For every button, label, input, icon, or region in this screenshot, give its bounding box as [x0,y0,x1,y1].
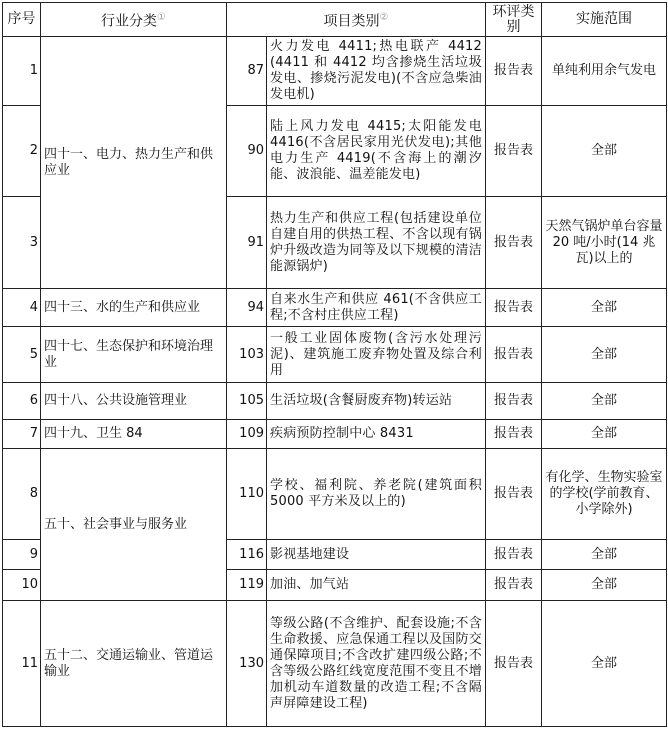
project-footnote-mark: ② [379,11,389,23]
scope-cell: 全部 [542,420,667,449]
category-footnote-mark: ① [157,11,166,23]
row-no: 7 [3,420,41,449]
row-no: 4 [3,289,41,327]
project-cell: 火力发电 4411;热电联产 4412 (4411 和 4412 均含掺烧生活垃圾发电、掺烧污泥发电)(不含应急柴油发电机) [267,37,486,106]
eia-type: 报告表 [486,37,542,106]
project-cell: 生活垃圾(含餐厨废弃物)转运站 [267,383,486,420]
row-no: 9 [3,540,41,570]
scope-cell: 全部 [542,570,667,601]
row-no: 5 [3,327,41,383]
project-cell: 学校、福利院、养老院(建筑面积 5000 平方米及以上的) [267,449,486,540]
project-cell: 自来水生产和供应 461(不含供应工程;不含村庄供应工程) [267,289,486,327]
row-no: 11 [3,601,41,727]
eia-type: 报告表 [486,420,542,449]
project-cell: 等级公路(不含维护、配套设施;不含生命救援、应急保通工程以及国防交通保障项目;不含改扩建四级公路;不含等级公路红线宽度范围不变且不增加机动车道数量的改造工程;不含隔声屏障建设工程) [267,601,486,727]
item-code: 90 [227,106,267,197]
item-code: 94 [227,289,267,327]
row-no: 10 [3,570,41,601]
row-no: 8 [3,449,41,540]
category-cell: 四十八、公共设施管理业 [41,383,227,420]
category-cell: 五十、社会事业与服务业 [41,449,227,601]
header-row [3,3,667,37]
table-row [3,383,667,420]
header-scope: 实施范围 [542,3,667,37]
scope-cell: 全部 [542,601,667,727]
scope-cell: 天然气锅炉单台容量 20 吨/小时(14 兆瓦)以上的 [542,197,667,289]
eia-type: 报告表 [486,197,542,289]
eia-type: 报告表 [486,601,542,727]
row-no: 3 [3,197,41,289]
scope-cell: 全部 [542,540,667,570]
item-code: 109 [227,420,267,449]
project-cell: 陆上风力发电 4415;太阳能发电 4416(不含居民家用光伏发电);其他电力生产 4419(不含海上的潮汐能、波浪能、温差能发电) [267,106,486,197]
eia-type: 报告表 [486,540,542,570]
item-code: 130 [227,601,267,727]
item-code: 110 [227,449,267,540]
project-cell: 影视基地建设 [267,540,486,570]
item-code: 116 [227,540,267,570]
category-cell: 四十七、生态保护和环境治理业 [41,327,227,383]
eia-type: 报告表 [486,289,542,327]
table-row [3,449,667,540]
project-cell: 一般工业固体废物(含污水处理污泥)、建筑施工废弃物处置及综合利用 [267,327,486,383]
header-eia: 环评类别 [486,3,542,37]
row-no: 1 [3,37,41,106]
table-row [3,420,667,449]
row-no: 2 [3,106,41,197]
table-row [3,289,667,327]
project-cell: 疾病预防控制中心 8431 [267,420,486,449]
item-code: 87 [227,37,267,106]
header-project: 项目类别② [227,3,486,37]
eia-classification-table [2,2,667,727]
table-row [3,37,667,106]
item-code: 103 [227,327,267,383]
header-category: 行业分类① [41,3,227,37]
scope-cell: 全部 [542,289,667,327]
category-cell: 四十一、电力、热力生产和供应业 [41,37,227,289]
table-row [3,327,667,383]
category-cell: 五十二、交通运输业、管道运输业 [41,601,227,727]
project-cell: 加油、加气站 [267,570,486,601]
eia-type: 报告表 [486,383,542,420]
scope-cell: 全部 [542,106,667,197]
header-no: 序号 [3,3,41,37]
eia-type: 报告表 [486,449,542,540]
scope-cell: 全部 [542,327,667,383]
eia-type: 报告表 [486,570,542,601]
eia-type: 报告表 [486,106,542,197]
scope-cell: 有化学、生物实验室的学校(学前教育、小学除外) [542,449,667,540]
project-cell: 热力生产和供应工程(包括建设单位自建自用的供热工程、不含以现有锅炉升级改造为同等及以下规模的清洁能源锅炉) [267,197,486,289]
category-cell: 四十九、卫生 84 [41,420,227,449]
item-code: 91 [227,197,267,289]
category-cell: 四十三、水的生产和供应业 [41,289,227,327]
scope-cell: 单纯利用余气发电 [542,37,667,106]
eia-type: 报告表 [486,327,542,383]
row-no: 6 [3,383,41,420]
item-code: 119 [227,570,267,601]
table-row [3,601,667,727]
item-code: 105 [227,383,267,420]
scope-cell: 全部 [542,383,667,420]
